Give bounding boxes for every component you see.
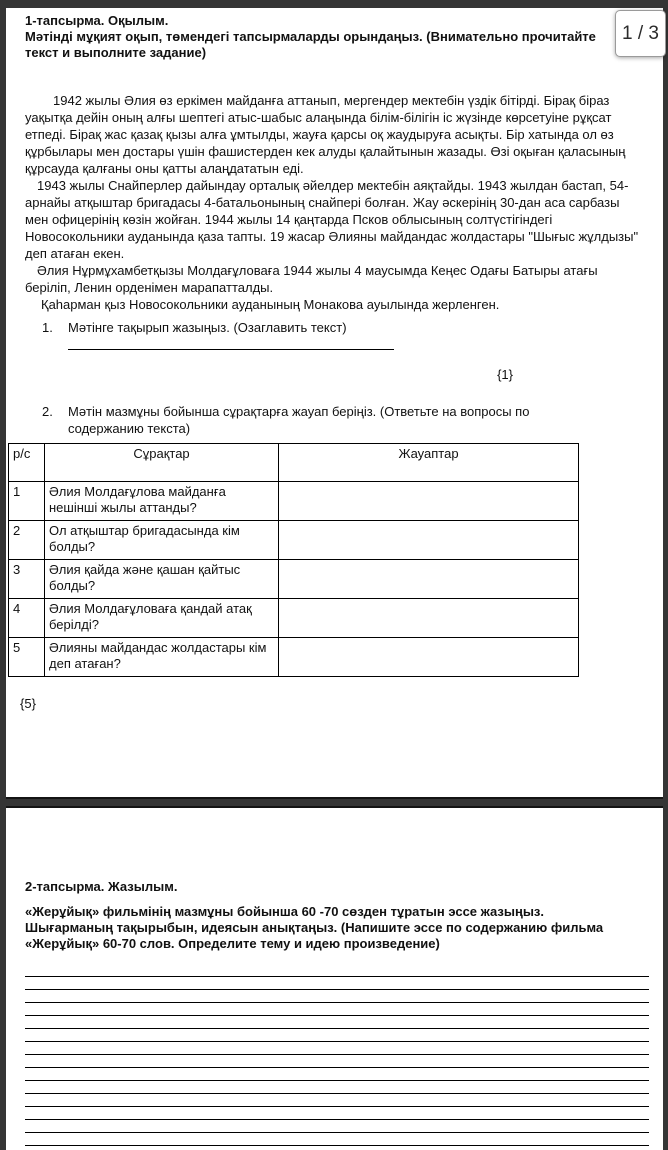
table-cell-answer xyxy=(279,560,579,599)
table-row xyxy=(9,560,579,599)
table-header-questions: Сұрақтар xyxy=(45,444,279,482)
table-row xyxy=(9,482,579,521)
table-header-answers: Жауаптар xyxy=(279,444,579,482)
essay-blank-line xyxy=(25,964,649,977)
table-row xyxy=(9,521,579,560)
task1-title: 1-тапсырма. Оқылым. xyxy=(25,13,169,28)
table-cell-question: Әлияны майдандас жолдастары кім деп атаған? xyxy=(45,638,279,677)
reading-text xyxy=(25,92,641,313)
essay-blank-line xyxy=(25,1003,649,1016)
essay-blank-line xyxy=(25,977,649,990)
title-answer-blank-line xyxy=(68,338,394,350)
table-cell-answer xyxy=(279,599,579,638)
table-row xyxy=(9,599,579,638)
essay-blank-line xyxy=(25,1081,649,1094)
essay-blank-line xyxy=(25,1107,649,1120)
task1-instruction: Мәтінді мұқият оқып, төмендегі тапсырмаларды орындаңыз. (Внимательно прочитайте текст и выполните задание) xyxy=(25,29,596,60)
essay-blank-line xyxy=(25,1016,649,1029)
essay-blank-line xyxy=(25,1068,649,1081)
paragraph-4: Қаһарман қыз Новосокольники ауданының Монакова ауылында жерленген. xyxy=(41,297,500,312)
paragraph-2: 1943 жылы Снайперлер дайындау орталық әйелдер мектебін аяқтайды. 1943 жылдан бастап, 54-арнайы атқыштар бригадасы 4-батальонының снайпері болған. Жау әскерінің 30-дан аса сарбазы мен офицерінің көзін жойған. 1944 жылы 14 қаңтарда Псков облысының солтүстігіндегі Новосокольники ауданында қаза тапты. 19 жасар Әлияны майдандас жолдастары "Шығыс жұлдызы" деп атаған екен. xyxy=(25,178,639,261)
essay-blank-line xyxy=(25,1042,649,1055)
table-cell-num: 5 xyxy=(9,638,45,677)
table-cell-answer xyxy=(279,638,579,677)
essay-blank-line xyxy=(25,1133,649,1146)
table-header-row xyxy=(9,444,579,482)
essay-blank-line xyxy=(25,1094,649,1107)
table-cell-question: Әлия қайда және қашан қайтыс болды? xyxy=(45,560,279,599)
table-cell-answer xyxy=(279,482,579,521)
table-cell-num: 4 xyxy=(9,599,45,638)
question-item-1 xyxy=(42,319,623,336)
table-cell-num: 3 xyxy=(9,560,45,599)
page-indicator-text: 1 / 3 xyxy=(622,22,659,44)
paragraph-1: 1942 жылы Әлия өз еркімен майданға аттанып, мергендер мектебін үздік бітірді. Бірақ біраз уақытқа дейін оның алғы шептегі атыс-шабыс алаңында білім-білігін іс жүзінде көрсетуіне рұқсат етпеді. Бірақ жас қазақ қызы алға ұмтылды, жауға қарсы оқ жаудыруға асықты. Бір хатында ол өз құрбылары мен достары үшін фашистерден кек алуды қалайтынын жазады. Өзі оқыған қаласының құрсауда қалғаны оны қатты алаңдататын еді. xyxy=(25,93,626,176)
essay-blank-line xyxy=(25,1055,649,1068)
task2-instruction: «Жерұйық» фильмінің мазмұны бойынша 60 -70 сөзден тұратын эссе жазыңыз. Шығарманың тақырыбын, идеясын анықтаңыз. (Напишите эссе по содержанию фильма «Жерұйық» 60-70 слов. Определите тему и идею произведение) xyxy=(25,904,604,951)
table-cell-num: 2 xyxy=(9,521,45,560)
question-item-2 xyxy=(42,403,593,437)
table-cell-question: Әлия Молдағұлова майданға нешінші жылы аттанды? xyxy=(45,482,279,521)
table-header-num: р/с xyxy=(9,444,45,482)
table-cell-answer xyxy=(279,521,579,560)
essay-writing-lines xyxy=(25,964,649,1146)
question-1-number: 1. xyxy=(42,320,53,335)
table-cell-question: Әлия Молдағұловаға қандай атақ берілді? xyxy=(45,599,279,638)
score-badge-5: {5} xyxy=(20,696,36,711)
task2-title: 2-тапсырма. Жазылым. xyxy=(25,879,178,894)
question-1-text: Мәтінге тақырып жазыңыз. (Озаглавить текст) xyxy=(68,320,347,335)
page-1 xyxy=(6,8,663,799)
essay-blank-line xyxy=(25,1029,649,1042)
question-2-number: 2. xyxy=(42,404,53,419)
question-2-text: Мәтін мазмұны бойынша сұрақтарға жауап беріңіз. (Ответьте на вопросы по содержанию текста) xyxy=(68,404,530,436)
paragraph-3: Әлия Нұрмұхамбетқызы Молдағұловаға 1944 жылы 4 маусымда Кеңес Одағы Батыры атағы беріліп, Ленин орденімен марапатталды. xyxy=(25,263,598,295)
score-badge-1: {1} xyxy=(497,367,513,382)
table-row xyxy=(9,638,579,677)
page-indicator-badge xyxy=(615,10,666,57)
questions-table xyxy=(8,443,579,677)
page-2 xyxy=(6,806,663,1150)
essay-blank-line xyxy=(25,990,649,1003)
table-cell-num: 1 xyxy=(9,482,45,521)
table-cell-question: Ол атқыштар бригадасында кім болды? xyxy=(45,521,279,560)
essay-blank-line xyxy=(25,1120,649,1133)
